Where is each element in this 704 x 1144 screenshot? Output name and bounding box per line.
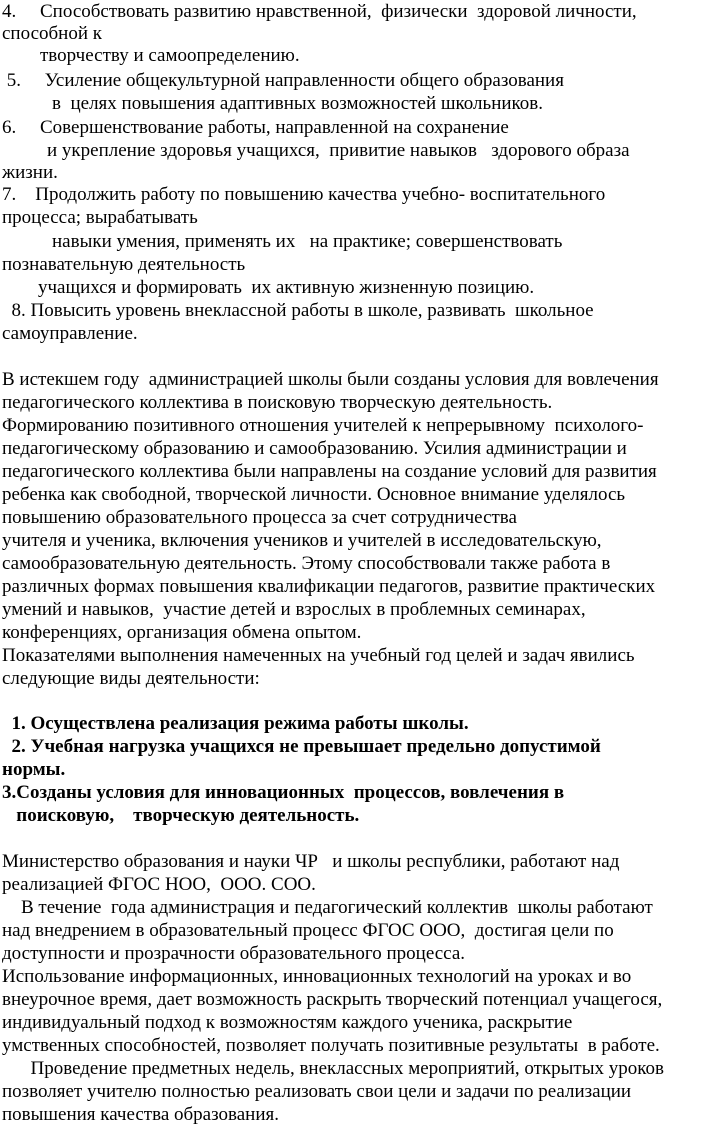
paragraph-line: учителя и ученика, включения учеников и учителей в исследовательскую, <box>2 530 602 551</box>
achievement-item-1: 1. Осуществлена реализация режима работы школы. <box>2 713 469 734</box>
paragraph-line: повышению образовательного процесса за счет сотрудничества <box>2 507 517 528</box>
goal-item-7-line-4: познавательную деятельность <box>2 254 246 275</box>
paragraph-line: педагогическому образованию и самообразованию. Усилия администрации и <box>2 438 627 459</box>
goal-item-7-line-1: 7. Продолжить работу по повышению качества учебно- воспитательного <box>2 184 606 205</box>
paragraph-line: повышения качества образования. <box>2 1104 279 1125</box>
paragraph-line: Показателями выполнения намеченных на учебный год целей и задач явились <box>2 645 635 666</box>
paragraph-line: следующие виды деятельности: <box>2 668 260 689</box>
paragraph-line: педагогического коллектива были направлены на создание условий для развития <box>2 461 657 482</box>
paragraph-line: Министерство образования и науки ЧР и школы республики, работают над <box>2 851 620 872</box>
goal-item-7-line-3: навыки умения, применять их на практике; совершенствовать <box>52 231 563 252</box>
achievement-item-3-line-2: поисковую, творческую деятельность. <box>2 805 360 826</box>
goal-item-5-line-1: 5. Усиление общекультурной направленности общего образования <box>2 70 564 91</box>
goal-item-7-line-2: процесса; вырабатывать <box>2 207 198 228</box>
paragraph-line: Использование информационных, инновационных технологий на уроках и во <box>2 966 632 987</box>
goal-item-8-line-2: самоуправление. <box>2 323 138 344</box>
goal-item-6-line-2: и укрепление здоровья учащихся, привитие навыков здорового образа <box>47 140 630 161</box>
paragraph-line: умственных способностей, позволяет получать позитивные результаты в работе. <box>2 1035 660 1056</box>
paragraph-line: доступности и прозрачности образовательного процесса. <box>2 943 466 964</box>
paragraph-line: Формированию позитивного отношения учителей к непрерывному психолого- <box>2 415 644 436</box>
paragraph-line: реализацией ФГОС НОО, ООО. СОО. <box>2 874 316 895</box>
goal-item-4-line-3: творчеству и самоопределению. <box>40 45 300 66</box>
goal-item-8-line-1: 8. Повысить уровень внеклассной работы в школе, развивать школьное <box>2 300 594 321</box>
goal-item-4-line-1: 4. Способствовать развитию нравственной, физически здоровой личности, <box>2 1 637 22</box>
paragraph-line: ребенка как свободной, творческой личности. Основное внимание уделялось <box>2 484 626 505</box>
paragraph-line: над внедрением в образовательный процесс ФГОС ООО, достигая цели по <box>2 920 614 941</box>
paragraph-line: В течение года администрация и педагогический коллектив школы работают <box>2 897 653 918</box>
paragraph-line: индивидуальный подход к возможностям каждого ученика, раскрытие <box>2 1012 573 1033</box>
achievement-item-2-line-2: нормы. <box>2 759 66 780</box>
paragraph-line: внеурочное время, дает возможность раскрыть творческий потенциал учащегося, <box>2 989 663 1010</box>
paragraph-line: Проведение предметных недель, внеклассных мероприятий, открытых уроков <box>2 1058 664 1079</box>
paragraph-line: педагогического коллектива в поисковую творческую деятельность. <box>2 392 553 413</box>
paragraph-line: В истекшем году администрацией школы были созданы условия для вовлечения <box>2 369 659 390</box>
paragraph-line: позволяет учителю полностью реализовать свои цели и задачи по реализации <box>2 1081 632 1102</box>
goal-item-7-line-5: учащихся и формировать их активную жизненную позицию. <box>38 277 535 298</box>
paragraph-line: конференциях, организация обмена опытом. <box>2 622 362 643</box>
achievement-item-2-line-1: 2. Учебная нагрузка учащихся не превышает предельно допустимой <box>2 736 601 757</box>
goal-item-5-line-2: в целях повышения адаптивных возможностей школьников. <box>52 93 544 114</box>
achievement-item-3-line-1: 3.Созданы условия для инновационных процессов, вовлечения в <box>2 782 565 803</box>
goal-item-6-line-1: 6. Совершенствование работы, направленной на сохранение <box>2 117 509 138</box>
paragraph-line: умений и навыков, участие детей и взрослых в проблемных семинарах, <box>2 599 586 620</box>
goal-item-6-line-3: жизни. <box>2 162 58 183</box>
goal-item-4-line-2: способной к <box>2 23 102 44</box>
paragraph-line: самообразовательную деятельность. Этому способствовали также работа в <box>2 553 611 574</box>
paragraph-line: различных формах повышения квалификации педагогов, развитие практических <box>2 576 656 597</box>
